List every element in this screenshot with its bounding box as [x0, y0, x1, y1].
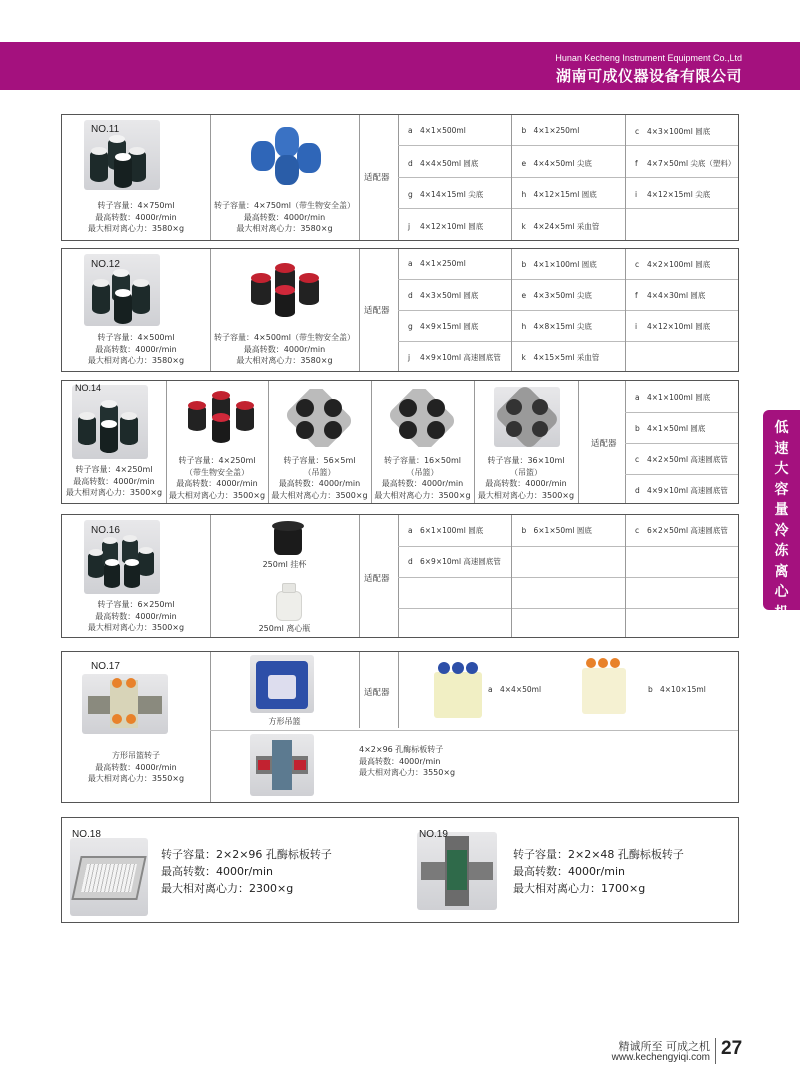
rotor-block-16 — [61, 514, 739, 638]
rotor-spec-safety: 转子容量：4×250ml （带生物安全盖） 最高转数：4000r/min 最大相对离心力：3500×g — [168, 456, 266, 500]
rotor-number: NO.11 — [91, 124, 120, 135]
adapter-item: c 4×2×50ml 高速圆底管 — [635, 455, 728, 464]
adapter-b: b 4×10×15ml — [648, 685, 706, 694]
rotor-photo-19 — [417, 832, 497, 910]
adapter-item: i 4×12×15ml 尖底 — [635, 190, 711, 199]
category-side-tab — [763, 410, 800, 621]
company-name-cn: 湖南可成仪器设备有限公司 — [555, 67, 742, 85]
adapter-item: g 4×14×15ml 尖底 — [408, 190, 484, 199]
company-name-en: Hunan Kecheng Instrument Equipment Co.,Ltd — [555, 53, 742, 63]
adapter-photo-a — [432, 656, 484, 720]
rotor-spec: 方形吊篮转子 最高转数：4000r/min 最大相对离心力：3550×g — [87, 751, 185, 783]
rotor-block-11 — [61, 114, 739, 241]
rotor-photo-14-basket-10ml — [494, 387, 560, 447]
rotor-photo-14-basket-50ml — [389, 389, 455, 447]
adapter-item: d 4×9×10ml 高速圆底管 — [635, 486, 728, 495]
adapter-item: a 4×1×100ml 圆底 — [635, 393, 711, 402]
adapter-label: 适配器 — [364, 173, 390, 183]
rotor-number: NO.12 — [91, 259, 120, 270]
rotor-block-18-19 — [61, 817, 739, 923]
page-header — [0, 42, 800, 90]
rotor-spec: 转子容量：2×2×48 孔酶标板转子 最高转数：4000r/min 最大相对离心力：1700×g — [513, 848, 684, 895]
adapter-item: d 4×4×50ml 圆底 — [408, 158, 479, 168]
rotor-spec-basket-50ml: 转子容量：16×50ml （吊篮） 最高转数：4000r/min 最大相对离心力：3500×g — [374, 456, 471, 500]
rotor-photo-12-safety — [245, 263, 325, 323]
rotor-spec: 转子容量：2×2×96 孔酶标板转子 最高转数：4000r/min 最大相对离心力：2300×g — [161, 848, 332, 895]
adapter-item: j 4×12×10ml 圆底 — [408, 221, 484, 231]
rotor-photo-14 — [72, 385, 148, 459]
rotor-number: NO.14 — [75, 383, 102, 393]
adapter-item: a 4×1×500ml — [408, 126, 466, 135]
rotor-spec: 转子容量：4×500ml 最高转数：4000r/min 最大相对离心力：3580×g — [87, 333, 185, 365]
adapter-item: h 4×8×15ml 尖底 — [521, 322, 592, 331]
adapter-item: k 4×15×5ml 采血管 — [521, 353, 600, 362]
rotor-number: NO.19 — [419, 829, 448, 840]
rotor-spec-safety: 转子容量：4×750ml（带生物安全盖） 最高转数：4000r/min 最大相对离心力：3580×g — [213, 201, 356, 233]
rotor-photo-14-basket-5ml — [286, 389, 352, 447]
rotor-spec: 转子容量：4×250ml 最高转数：4000r/min 最大相对离心力：3500×g — [65, 465, 163, 497]
adapter-label: 适配器 — [364, 688, 390, 698]
adapter-item: d 6×9×10ml 高速圆底管 — [408, 557, 501, 566]
rotor-number: NO.16 — [91, 525, 120, 536]
adapter-item: d 4×3×50ml 圆底 — [408, 291, 479, 300]
footer-url: www.kechengyiqi.com — [611, 1052, 710, 1063]
rotor-photo-18 — [70, 838, 148, 916]
adapter-photo-b — [580, 654, 628, 716]
adapter-item: f 4×7×50ml 尖底（塑料） — [635, 158, 736, 168]
rotor-block-17 — [61, 651, 739, 803]
category-label: 低速大容量冷冻离心机 — [774, 420, 789, 621]
adapter-item: f 4×4×30ml 圆底 — [635, 291, 706, 300]
adapter-item: k 4×24×5ml 采血管 — [521, 221, 600, 231]
adapter-item: e 4×3×50ml 尖底 — [521, 291, 592, 300]
rotor-block-12 — [61, 248, 739, 372]
rotor-spec: 转子容量：6×250ml 最高转数：4000r/min 最大相对离心力：3500×g — [87, 600, 185, 632]
adapter-item: j 4×9×10ml 高速圆底管 — [408, 353, 501, 362]
adapter-item: i 4×12×10ml 圆底 — [635, 322, 711, 331]
bottle-250ml-label: 250ml 离心瓶 — [258, 624, 311, 633]
rotor-block-14 — [61, 380, 739, 504]
adapter-item: c 4×2×100ml 圆底 — [635, 260, 711, 269]
rotor-spec-basket-5ml: 转子容量：56×5ml （吊篮） 最高转数：4000r/min 最大相对离心力：3500×g — [271, 456, 368, 500]
adapter-item: g 4×9×15ml 圆底 — [408, 322, 479, 331]
bottle-250ml-photo — [272, 583, 306, 621]
rotor-spec-safety: 转子容量：4×500ml（带生物安全盖） 最高转数：4000r/min 最大相对离心力：3580×g — [213, 333, 356, 365]
rotor-spec: 转子容量：4×750ml 最高转数：4000r/min 最大相对离心力：3580×g — [87, 201, 185, 233]
square-basket-label: 方形吊篮 — [268, 717, 301, 726]
adapter-item: b 4×1×250ml — [521, 126, 580, 135]
footer-divider — [715, 1038, 716, 1064]
footer-slogan: 精诚所至 可成之机 — [618, 1040, 710, 1053]
plate-rotor-spec: 4×2×96 孔酶标板转子 最高转数：4000r/min 最大相对离心力：3550×g — [359, 745, 456, 777]
adapter-label: 适配器 — [364, 306, 390, 316]
rotor-photo-17 — [82, 674, 168, 734]
adapter-item: e 4×4×50ml 尖底 — [521, 158, 592, 168]
rotor-number: NO.18 — [72, 829, 101, 840]
cup-250ml-label: 250ml 挂杯 — [262, 560, 307, 569]
adapter-item: b 4×1×50ml 圆底 — [635, 424, 706, 433]
adapter-item: b 6×1×50ml 圆底 — [521, 526, 592, 535]
square-basket-photo — [250, 655, 314, 713]
adapter-item: a 4×1×250ml — [408, 259, 466, 268]
adapter-item: h 4×12×15ml 圆底 — [521, 190, 597, 199]
rotor-spec-basket-10ml: 转子容量：36×10ml （吊篮） 最高转数：4000r/min 最大相对离心力：3500×g — [477, 456, 575, 500]
cup-250ml-photo — [270, 519, 306, 555]
adapter-item: a 6×1×100ml 圆底 — [408, 526, 484, 535]
adapter-label: 适配器 — [364, 574, 390, 584]
adapter-item: c 6×2×50ml 高速圆底管 — [635, 526, 728, 535]
page-number: 27 — [721, 1038, 743, 1059]
plate-rotor-photo — [250, 734, 314, 796]
adapter-item: b 4×1×100ml 圆底 — [521, 260, 597, 269]
adapter-label: 适配器 — [591, 439, 617, 449]
rotor-photo-11-safety — [245, 121, 327, 187]
rotor-number: NO.17 — [91, 661, 120, 672]
adapter-item: c 4×3×100ml 圆底 — [635, 127, 711, 136]
adapter-a: a 4×4×50ml — [488, 685, 542, 694]
rotor-photo-14-safety — [184, 391, 258, 447]
